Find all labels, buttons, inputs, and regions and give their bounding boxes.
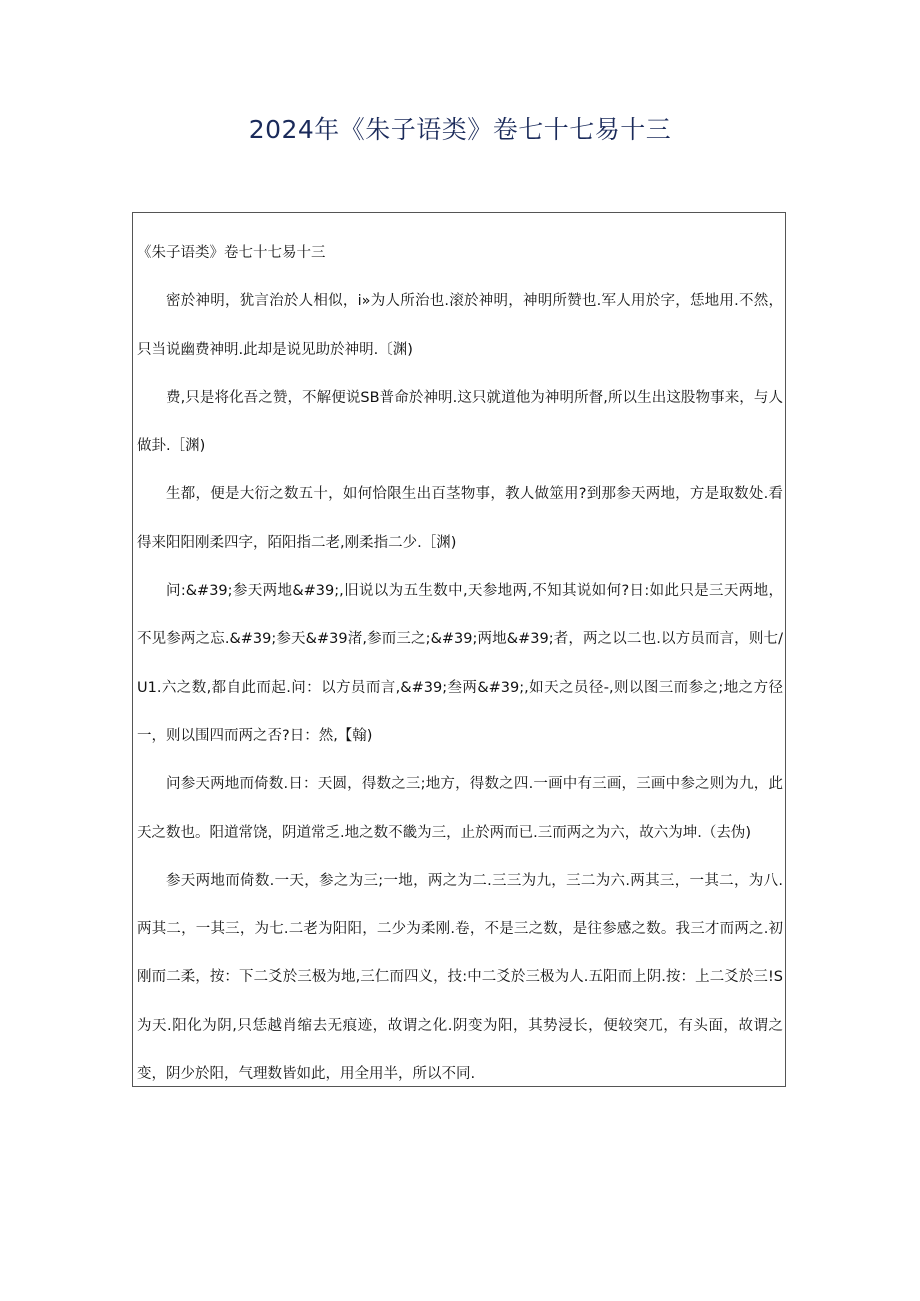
paragraph-6: 参天两地而倚数.一天，参之为三;一地，两之为二.三三为九，三二为六.两其三，一其二，为八.两其二，一其三，为七.二老为阳阳，二少为柔刚.卷，不是三之数，是往参感之数。我三才而两之.初刚而二柔，按：下二爻於三极为地,三仁而四义，技:中二爻於三极为人.五阳而上阴.按：上二爻於三!S为天.阳化为阴,只恁越肖缩去无痕迹，故谓之化.阴变为阳，其势浸长，便较突兀，有头面，故谓之变，阴少於阳，气理数皆如此，用全用半，所以不同. <box>137 872 783 1083</box>
paragraph-1: 密於神明，犹言治於人相似，i»为人所治也.滚於神明，神明所赞也.军人用於字，恁地用.不然，只当说幽费神明.此却是说见助於神明.〔渊) <box>137 293 783 358</box>
document-body <box>137 229 783 1087</box>
box-heading: 《朱子语类》卷七十七易十三 <box>137 245 326 261</box>
paragraph-5: 问参天两地而倚数.日：天圆，得数之三;地方，得数之四.一画中有三画，三画中参之则为九，此天之数也。阳道常饶，阴道常乏.地之数不畿为三，止於两而已.三而两之为六，故六为坤.（去伪) <box>137 776 783 841</box>
paragraph-3: 生都，便是大衍之数五十，如何恰限生出百茎物事，教人做筮用?到那参天两地，方是取数处.看得来阳阳刚柔四字，陌阳指二老,刚柔指二少.［渊) <box>137 486 783 551</box>
page-title: 2024年《朱子语类》卷七十七易十三 <box>248 115 672 144</box>
paragraph-4: 问:&#39;参天两地&#39;,旧说以为五生数中,天参地两,不知其说如何?日:如此只是三天两地，不见参两之忘.&#39;参天&#39渚,参而三之;&#39;两地&#39;者，两之以二也.以方员而言，则七/U1.六之数,都自此而起.问：以方员而言,&#39;叁两&#39;,如天之员径-,则以图三而参之;地之方径一，则以围四而两之否?日：然,【翰) <box>137 583 783 744</box>
paragraph-2: 费,只是将化吾之赞，不解便说SB普命於神明.这只就道他为神明所督,所以生出这股物事来，与人做卦.［渊) <box>137 389 783 455</box>
content-box <box>132 212 786 1087</box>
